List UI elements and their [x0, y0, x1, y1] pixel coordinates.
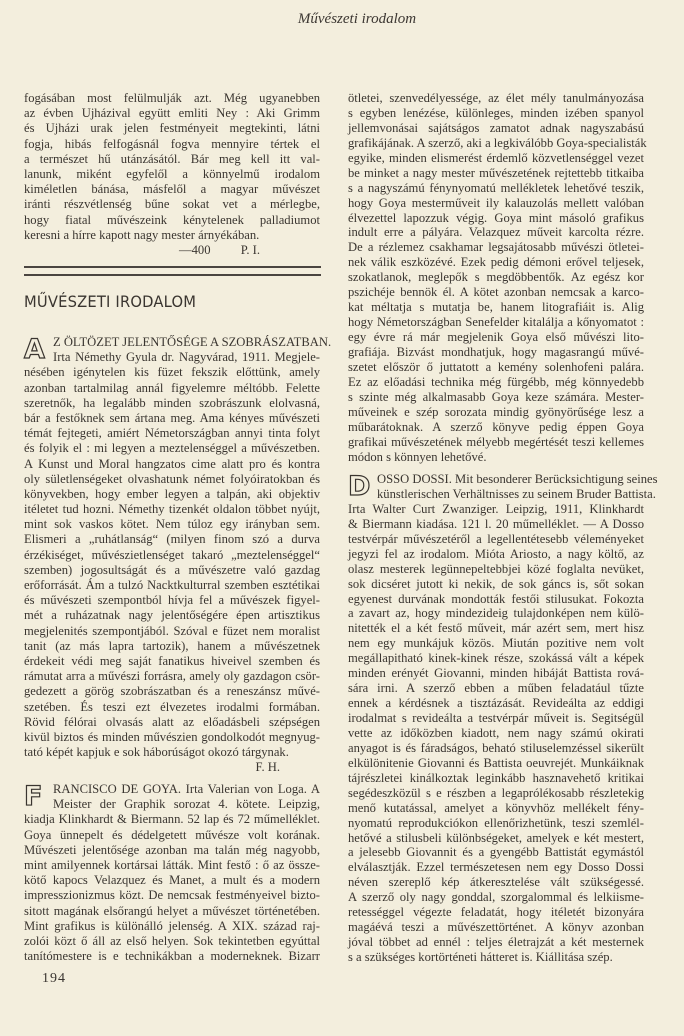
text-line: Művészeti jelentősége azonban ma talán még nagyobb, [24, 842, 320, 857]
text-line: zolói közt ő áll az első helyen. Sok tekintetben egyúttal [24, 933, 320, 948]
text-line: itéletet tud hozni. Némethy tizenkét oldalon többet nyújt, [24, 502, 320, 517]
text-line: A Kunst und Moral hangzatos cime alatt pro és kontra [24, 456, 320, 471]
text-line: impresszionizmus közt. De nemcsak festményeivel bizto- [24, 888, 320, 903]
text-line: mét a ruházatnak nagy jelentőségére épen artisztikus [24, 608, 320, 623]
price-code: —400 [179, 242, 211, 257]
text-line: szemben) jogosultságát és a művészetre való gazdag [24, 562, 320, 577]
text-line: és folyik el : mi legyen a meztelenséggel a művészetben. [24, 441, 320, 456]
text-line: oly sületlenségeket olvashatunk német folyóiratokban és [24, 471, 320, 486]
text-line: irodalmat s revideálta a testvérpár műveit is. Segitségül [348, 711, 644, 725]
text-line: Elismeri a „ruhátlanság“ (milyen finom szó a durva [24, 532, 320, 547]
text-line: sára irni. A szerző ebben a műben feladatául tűzte [348, 681, 644, 696]
text-line: a természet hű utánzásától. Bár meg kell itt val- [24, 151, 320, 166]
section-divider-top [24, 266, 321, 268]
text-line: s a szükséges kortörténeti hátteret is. Kiállitása szép. [348, 950, 613, 964]
drop-cap: A [24, 334, 45, 365]
text-line: azonban tartalmilag annál figyelemre méltóbb. Felette [24, 380, 320, 395]
text-line: Mint grafikus is különálló jelenség. A XIX. század raj- [24, 918, 320, 933]
text-line: erőforrását. Ám a tulzó Nacktkulturral szemben esztétikai [24, 578, 320, 592]
text-line: hogy Goya mesterműveit ily kalauzolás mellett valóban [348, 195, 644, 210]
text-line: indult erre a pályára. Velazquez műveit karcolta rézre. [348, 225, 644, 240]
text-line: Z ÖLTÖZET JELENTŐSÉGE A SZOBRÁSZATBAN. [53, 335, 332, 349]
text-line: hogy Németországban Senefelder kitalálja a kőnyomatot : [348, 315, 644, 330]
text-line: megjelenités szempontjából. Szóval e füzet nem moralist [24, 623, 320, 638]
page-number: 194 [42, 971, 66, 986]
text-line: A szerző oly nagy gonddal, szorgalommal és lelkiisme- [348, 890, 644, 905]
article-goya [24, 782, 320, 964]
text-line: magáévá teszi a művészettörténet. A könyv azonban [348, 920, 644, 935]
text-line: nésében igénytelen kis füzet fekszik előttünk, amely [24, 365, 320, 380]
section-divider-bottom [24, 274, 321, 276]
text-line: s szinte még alkalmasabb Goya keze számára. Mester- [348, 389, 644, 404]
text-line: jegyzi fel az irodalom. Mióta Ariosto, a nagy költő, az [348, 546, 644, 561]
article-text [348, 472, 658, 965]
author-initials: F. H. [255, 760, 280, 775]
text-line: grafiája. Bizvást mondhatjuk, hogy magasrangú művé- [348, 344, 644, 359]
text-line: jóval többet ad ennél : teljes életrajzát a két mesternek [348, 935, 644, 950]
author-initials: P. I. [240, 242, 260, 257]
text-line: De a rézlemez csakhamar legsajátosabb művészi ötletei- [348, 240, 644, 255]
text-line: elkülönitenie Giovanni és Battista oeuvrejét. Munkáiknak [348, 755, 644, 770]
text-line: ötletei, szenvedélyessége, az élet mély tanulmányozása [348, 91, 644, 105]
text-line: Rövid félórai olvasás alatt az előadásbeli szépségen [24, 714, 320, 729]
text-line: témát fejtegeti, amiért Németországban annyi tinta folyt [24, 426, 320, 441]
text-line: élvezettel lapozzuk végig. Goya mint másoló grafikus [348, 210, 644, 225]
text-line: érdekeit védi meg saját fanatikus hiveivel szemben és [24, 653, 320, 668]
text-line: grafikai művészetének mélyebb megértését teszi kellemes [348, 434, 644, 449]
text-line: a zavart az, hogy mindezideig tulajdonképen nem külö- [348, 606, 644, 621]
text-line: nyomatú reprodukciókon ellenőrizhetünk, teszi szemlél- [348, 815, 644, 830]
text-line: segédeszközül s e részben a legaprólékosabb részletekig [348, 785, 644, 800]
text-line: műbarátoknak. A szerző könyve pedig éppen Goya [348, 419, 644, 434]
text-line: egyike, minden elismerést érdemlő közvetlenséggel vezet [348, 150, 644, 165]
drop-cap: D [348, 471, 371, 502]
text-line: Goya ünnepelt és dédelgetett művésze volt korának. [24, 827, 320, 842]
text-line: szokatlanok, meglepők s megdöbbentők. Az egész kor [348, 270, 644, 285]
article-text [24, 91, 320, 243]
text-line: anyagot is és fáradságos, beható stiluselemzéssel sikerült [348, 740, 644, 755]
text-line: pszichéje bennök él. A kötet azonban nemcsak a karco- [348, 285, 644, 300]
text-line: ennek a kérdésnek a tisztázását. Revideálta az eddigi [348, 696, 644, 711]
text-line: künstlerischen Verhältnisses zu seinem Bruder Battista. [377, 486, 656, 501]
text-line: fogásában most felülmulják azt. Még ugyanebben [24, 91, 320, 105]
text-line: Irta Walter Curt Zwanziger. Leipzig, 1911, Klinkhardt [348, 501, 644, 516]
text-line: kat méltatja s mutatja be, hanem litografiáit is. Alig [348, 300, 644, 315]
text-line: néven szereplő kép átkeresztelése vált szükségessé. [348, 875, 644, 890]
section-heading: MŰVÉSZETI IRODALOM [24, 292, 197, 311]
text-line: bár a festőknek sem ártana meg. Ama kényes művészeti [24, 410, 320, 425]
text-line: nek válik eszközévé. Ezek pedig démoni erővel teljesek, [348, 255, 644, 270]
text-line: Ez az előadási technika még fürgébb, még könnyedebb [348, 374, 644, 389]
text-line: Meister der Graphik sorozat 4. kötete. Leipzig, [53, 797, 320, 812]
article-goya-continued [348, 91, 647, 464]
text-line: iránti részvétlenség bűne sokat vet a mérlegbe, [24, 197, 320, 212]
text-line: szetet először ő juttatott a kemény solenhofeni palára. [348, 359, 644, 374]
text-line: és művészeti szempontból hívja fel a művészek figyel- [24, 593, 320, 608]
text-line: kiadja Klinkhardt & Biermann. 52 lap és 72 műmelléklet. [24, 812, 320, 827]
text-line: RANCISCO DE GOYA. Irta Valerian von Loga. A [53, 782, 320, 796]
text-line: elválasztják. Ezzel természetesen nem egy Dosso Dossi [348, 860, 644, 875]
text-line: nitették el a két festő műveit, már azért sem, mert hisz [348, 621, 644, 636]
text-line: műveinek e szép sorozata mindig gyönyörűsége lesz a [348, 404, 644, 419]
text-line: mint amilyennek kortársai látták. Mint festő : ő az össze- [24, 857, 320, 872]
text-line: az évben Ujházival együtt emliti Ney : Aki Grimm [24, 106, 320, 121]
text-line: szeretnők, ha legalább minden szobrászunk elolvasná, [24, 395, 320, 410]
text-line: grafikájának. A szerző, aki a legkiválóbb Goya-specialisták [348, 135, 647, 150]
text-line: menő kutatással, amelyet a könyvhöz mellékelt fény- [348, 800, 644, 815]
text-line: OSSO DOSSI. Mit besonderer Berücksichtigung seines [377, 472, 658, 486]
text-line: hetővé a stilusbeli különbségeket, amelyek e két mestert, [348, 830, 644, 845]
text-line: jellemvonásai sajátságos zamatot adnak nagyszabású [348, 120, 644, 135]
text-line: s a nagyszámú fénynyomatú mellékletek lehetővé teszik, [348, 180, 644, 195]
drop-cap: F [24, 781, 43, 812]
text-line: sok dicséret jutott ki nekik, de sok gáncs is, sőt sokan [348, 576, 644, 591]
text-line: kivül biztos és minden művészien gondolkodót megnyug- [24, 729, 320, 744]
text-line: módon s könnyen lehetővé. [348, 449, 487, 464]
text-line: minden erényét Giovanni, minden hibáját Battista rová- [348, 666, 644, 681]
text-line: tanítómestere is e technikákban a moderneknek. Bizarr [24, 949, 320, 964]
text-line: fogja, hibás felfogásnál fogva mennyire tértek el [24, 136, 320, 151]
text-line: rámutat arra a művészi forrásra, amely oly gazdagon csör- [24, 669, 320, 684]
text-line: testvérpár művészetéről a legellentétesebb véleményeket [348, 531, 644, 546]
price-signature-line [24, 243, 320, 258]
article-text [24, 782, 320, 964]
article-text [348, 91, 647, 464]
text-line: a jelesebb Giovannit és a gyengébb Battistát egymástól [348, 845, 644, 860]
continuation-text [24, 91, 320, 258]
article-dosso-dossi [348, 471, 658, 965]
text-line: kötő kapocs Velazquez és Manet, a mult és a modern [24, 873, 320, 888]
text-line: retességgel végezte feladatát, hogy itéletét bizonyára [348, 905, 644, 920]
text-line: tájrészletei kinálkoztak leginkább hasznavehető kritikai [348, 770, 644, 785]
text-line: tanit (az más lapra tartozik), hanem a művészetnek [24, 638, 320, 653]
text-line: keresni a hírre kapott nagy mester árnyékában. [24, 227, 260, 242]
text-line: és Ujházi urak jelen festményeit megtekinti, látni [24, 121, 320, 136]
article-szobraszat [24, 334, 332, 775]
text-line: egyenest durvának mondották festői stilusukat. Fokozta [348, 591, 644, 606]
text-line: sitott magának elsőrangú helyet a művészet történetében. [24, 903, 320, 918]
text-line: olasz mesterek legünnepeltebbjei közé foglalta nevüket, [348, 561, 644, 576]
text-line: lanunk, miként egyfelől a könnyelmű irodalom [24, 166, 320, 181]
text-line: mint sok vaskos kötet. Nem túloz egy irányban sem. [24, 517, 320, 532]
text-line: szetében. És teszi ezt élvezetes irodalmi formában. [24, 699, 320, 714]
text-line: egy évre rá már megjelenik Goya első művészi lito- [348, 330, 644, 344]
text-line: érzékiséget, művészietlenséget takaró „meztelenséggel“ [24, 547, 320, 562]
text-line: hogy fiatal művészeink kénytelenek palladiumot [24, 212, 320, 227]
text-line: nem egy munkájuk közös. Miután pozitive nem volt [348, 636, 644, 651]
article-text [24, 335, 332, 760]
text-line: Irta Némethy Gyula dr. Nagyvárad, 1911. Megjele- [53, 350, 320, 365]
text-line: be minket a nagy mester művészetének rejtettebb titkaiba [348, 165, 644, 180]
text-line: s egyben lenézése, különleges, minden izében spanyol [348, 105, 644, 120]
text-line: könyvekben, hogy ember legyen a talpán, aki objektiv [24, 486, 320, 501]
text-line: gedezett a görög szobrászatban és a reneszánsz művé- [24, 684, 320, 699]
text-line: & Biermann kiadása. 121 l. 20 műmelléklet. — A Dosso [348, 516, 644, 531]
text-line: kiméletlen bánása, másfelől a magyar művészet [24, 182, 320, 197]
text-line: vette az időközben kiadott, nem nagy számú okirati [348, 725, 644, 740]
text-line: tató képét kapjuk e sok háborúságot okozó tárgynak. [24, 745, 289, 760]
text-line: megállapitható kinek-kinek része, szokássá vált a képek [348, 651, 644, 666]
left-column [24, 91, 320, 261]
running-head: Művészeti irodalom [297, 11, 417, 27]
